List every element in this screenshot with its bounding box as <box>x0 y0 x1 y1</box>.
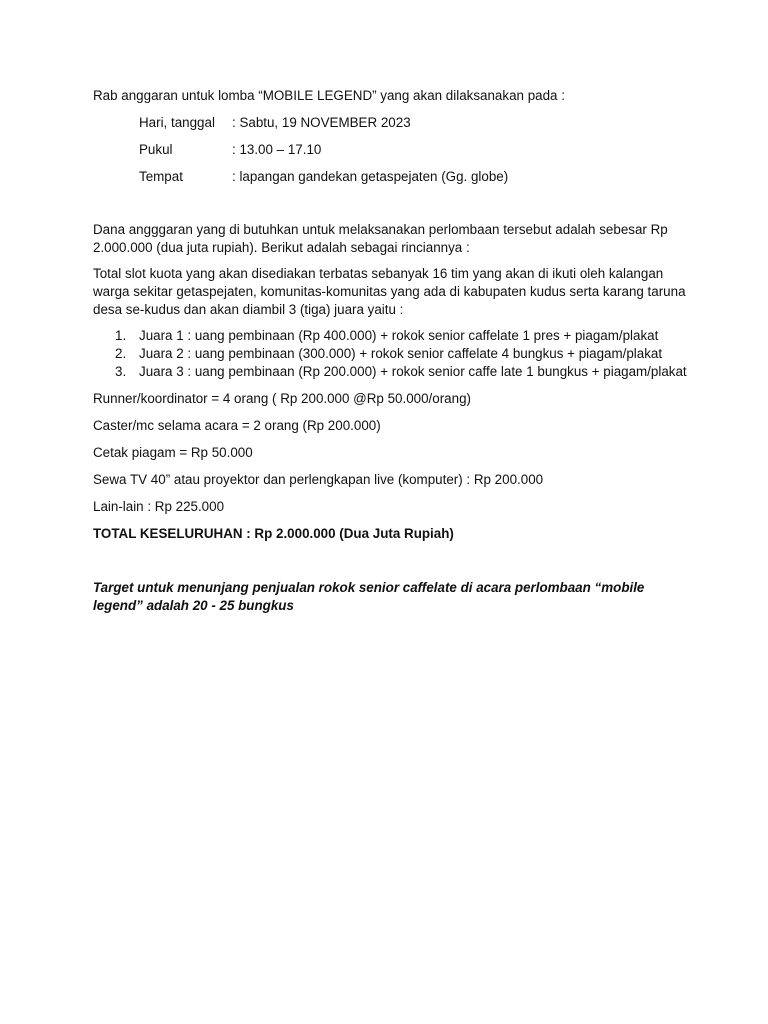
funding-paragraph: Dana angggaran yang di butuhkan untuk melaksanakan perlombaan tersebut adalah sebesar Rp 2.000.000 (dua juta rupiah). Berikut adalah sebagai rinciannya : <box>93 222 668 255</box>
info-row-place <box>93 168 693 186</box>
cost-line-runner: Runner/koordinator = 4 orang ( Rp 200.000 @Rp 50.000/orang) <box>93 391 471 406</box>
spacer <box>93 195 693 221</box>
target-text: Target untuk menunjang penjualan rokok senior caffelate di acara perlombaan “mobile legend” adalah 20 - 25 bungkus <box>93 580 645 613</box>
info-value-date: : Sabtu, 19 NOVEMBER 2023 <box>232 115 411 130</box>
info-label-place: Tempat <box>139 169 183 184</box>
cost-line-tv-rental: Sewa TV 40” atau proyektor dan perlengkapan live (komputer) : Rp 200.000 <box>93 472 544 487</box>
list-item-text: Juara 3 : uang pembinaan (Rp 200.000) + rokok senior caffe late 1 bungkus + piagam/plakat <box>139 364 687 379</box>
cost-line-certificate: Cetak piagam = Rp 50.000 <box>93 445 253 460</box>
list-item <box>93 327 693 345</box>
info-value-time: : 13.00 – 17.10 <box>232 142 322 157</box>
document-page <box>93 87 693 615</box>
spacer <box>93 552 693 579</box>
winners-list <box>93 327 693 381</box>
slot-paragraph: Total slot kuota yang akan disediakan terbatas sebanyak 16 tim yang akan di ikuti oleh kalangan warga sekitar getaspejaten, komunitas-komunitas yang ada di kabupaten kudus serta karang taruna desa se-kudus dan akan diambil 3 (tiga) juara yaitu : <box>93 266 686 317</box>
list-item-text: Juara 2 : uang pembinaan (300.000) + rokok senior caffelate 4 bungkus + piagam/plakat <box>139 346 663 361</box>
info-row-time <box>93 141 693 159</box>
info-label-date: Hari, tanggal <box>139 115 215 130</box>
info-label-time: Pukul <box>139 142 173 157</box>
list-item-text: Juara 1 : uang pembinaan (Rp 400.000) + rokok senior caffelate 1 pres + piagam/plakat <box>139 328 659 343</box>
list-number: 3. <box>115 364 127 379</box>
total-line: TOTAL KESELURUHAN : Rp 2.000.000 (Dua Juta Rupiah) <box>93 526 454 541</box>
info-row-date <box>93 114 693 132</box>
list-item <box>93 363 693 381</box>
intro-text: Rab anggaran untuk lomba “MOBILE LEGEND” yang akan dilaksanakan pada : <box>93 88 565 103</box>
list-item <box>93 345 693 363</box>
cost-line-caster: Caster/mc selama acara = 2 orang (Rp 200.000) <box>93 418 381 433</box>
list-number: 2. <box>115 346 127 361</box>
info-value-place: : lapangan gandekan getaspejaten (Gg. globe) <box>232 169 509 184</box>
cost-line-misc: Lain-lain : Rp 225.000 <box>93 499 225 514</box>
list-number: 1. <box>115 328 127 343</box>
